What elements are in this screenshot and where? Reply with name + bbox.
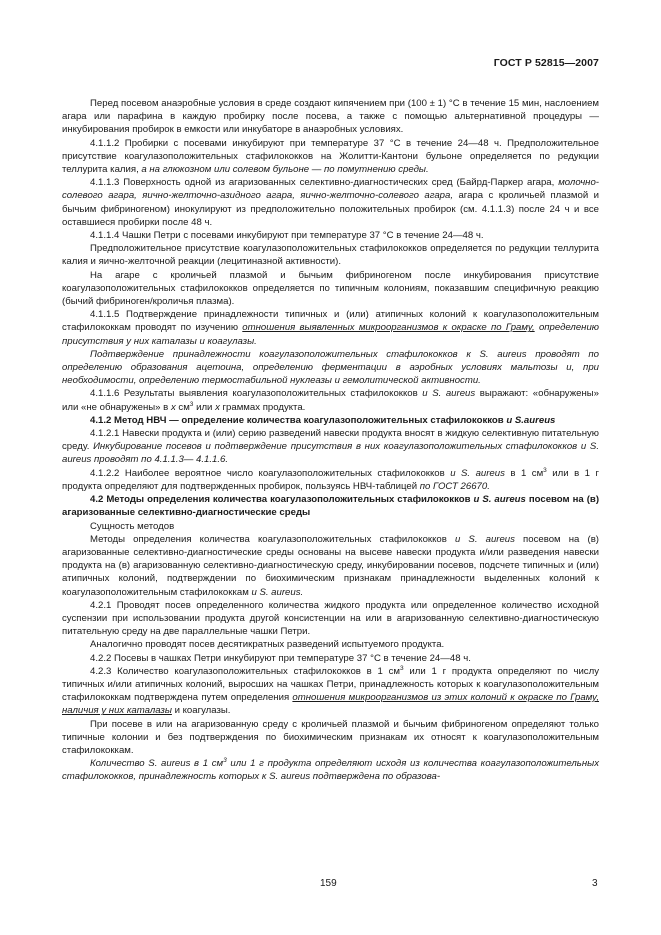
text-segment: и S. aureus xyxy=(450,467,505,479)
text-segment: На агаре с кроличьей плазмой и бычьим фибриногеном после инкубирования присутствие коагулазоположительных стафилококков определяется по типичным колониям, показавшим специфичную реакцию (бычий фибриноген/кроличья плазма). xyxy=(62,269,599,308)
standard-number: ГОСТ Р 52815—2007 xyxy=(493,57,599,69)
text-segment: или в 1 г продукта определяют для подтвержденных пробирок, пользуясь НВЧ-таблицей xyxy=(62,467,599,492)
text-segment: 4.2 Методы определения количества коагулазоположительных стафилококков xyxy=(90,494,474,506)
paragraph xyxy=(62,229,599,242)
text-segment: Сущность методов xyxy=(90,520,175,532)
paragraph xyxy=(62,308,599,348)
paragraph xyxy=(62,718,599,758)
text-segment: Предположительное присутствие коагулазоположительных стафилококков определяется по редукции теллурита калия и яично-желточной реакции (лецитиназной активности). xyxy=(62,243,599,268)
text-segment: молочно-солевого агара, яично-желточно-азидного агара, яично-желточно-солевого агара, xyxy=(62,177,599,202)
text-segment: отношения выявленных микроорганизмов к окраске по Граму, xyxy=(242,322,535,334)
sheet-number: 3 xyxy=(592,878,598,889)
text-segment: 4.1.2.1 Навески продукта и (или) серию разведений навески продукта вносят в жидкую селективную питательную среду. xyxy=(62,428,599,453)
text-segment: граммах продукта. xyxy=(219,401,306,413)
paragraph xyxy=(62,757,599,783)
text-segment: в 1 см xyxy=(504,467,544,479)
text-segment: отношения микроорганизмов из этих колоний к окраске по Граму, наличия у них каталазы xyxy=(62,692,600,717)
text-segment: посевом на (в) агаризованные селективно-диагностические среды основаны на высеве навески продукта и/или разведения навески продукта на (в) агаризованную селективно-диагностическую среду, инкубировании посевов, подсчете типичных и (или) атипичных колоний, подтверждении по биохимическим признакам принадлежности выделенных колоний к коагулазоположительным стафилококкам xyxy=(62,533,599,598)
text-segment: 3 xyxy=(223,757,227,765)
paragraph xyxy=(62,269,599,309)
text-segment: Количество S. aureus в 1 см xyxy=(90,758,224,770)
text-segment: 4.2.1 Проводят посев определенного количества жидкого продукта или определенное количество исходной суспензии при использовании продукта другой консистенции на или в агаризованную селективно-диагностическую питательную среду на две параллельные чашки Петри. xyxy=(62,599,599,638)
text-segment: и S. aureus. xyxy=(251,586,304,598)
text-segment: по ГОСТ 26670. xyxy=(419,480,490,492)
text-segment: посевом на (в) агаризованные селективно-диагностические среды xyxy=(62,494,600,519)
text-segment: Аналогично проводят посев десятикратных разведений испытуемого продукта. xyxy=(90,639,445,651)
text-segment: и S. aureus xyxy=(473,494,526,506)
paragraph xyxy=(62,348,599,388)
text-segment: 4.1.1.2 Пробирки с посевами инкубируют при температуре 37 °С в течение 24—48 ч. Предположительное присутствие коагулазоположительных стафилококков на Жолитти-Кантони бульоне определяется по редукции теллурита калия, xyxy=(62,137,599,176)
paragraph xyxy=(62,387,599,413)
text-segment: 4.1.1.6 Результаты выявления коагулазоположительных стафилококков xyxy=(90,388,423,400)
text-segment: 4.1.1.4 Чашки Петри с посевами инкубируют при температуре 37 °С в течение 24—48 ч. xyxy=(90,230,484,242)
text-segment: и коагулазы. xyxy=(171,705,231,717)
text-segment: 3 xyxy=(400,664,404,672)
paragraph xyxy=(62,520,599,533)
text-segment: агара с кроличьей плазмой и бычьим фибриногеном) инокулируют из предположительно положительных пробирок (см. 4.1.1.3) после 24 ч и все оставшиеся пробирки после 48 ч. xyxy=(62,190,599,228)
text-segment: При посеве в или на агаризованную среду с кроличьей плазмой и бычьим фибриногеном определяют только типичные колонии и без подтверждения по биохимическим признакам их относят к коагулазоположительным стафилококкам. xyxy=(62,718,599,756)
text-segment: x xyxy=(170,401,176,413)
paragraph xyxy=(62,176,599,229)
text-segment: и S. aureus xyxy=(422,388,476,400)
paragraph xyxy=(62,665,599,718)
text-segment: и S. aureus xyxy=(454,533,515,545)
page-number: 159 xyxy=(320,878,337,889)
text-segment: 4.1.2.2 Наиболее вероятное число коагулазоположительных стафилококков xyxy=(90,467,451,479)
text-segment: Методы определения количества коагулазоположительных стафилококков xyxy=(90,533,455,545)
section-heading xyxy=(62,414,599,427)
paragraph xyxy=(62,599,599,639)
paragraph xyxy=(62,137,599,177)
paragraph xyxy=(62,652,599,665)
text-segment: 4.1.1.3 Поверхность одной из агаризованных селективно-диагностических сред (Байрд-Паркер агара, xyxy=(90,177,559,189)
paragraph xyxy=(62,97,599,137)
text-segment: x xyxy=(215,401,220,413)
paragraph xyxy=(62,533,599,599)
text-segment: 3 xyxy=(543,466,547,474)
text-segment: см xyxy=(175,401,190,413)
text-segment: Перед посевом анаэробные условия в среде создают кипячением при (100 ± 1) °С в течение 15 мин, наслоением агара или парафина в каждую пробирку после посева, а также с помощью альтернативной процедуры — инкубирования пробирок в емкости или инкубаторе в анаэробных условиях. xyxy=(62,98,599,136)
paragraph xyxy=(62,427,599,467)
text-segment: выражают: «обнаружены» или «не обнаружены» в xyxy=(62,388,599,413)
text-segment: или xyxy=(193,401,216,413)
section-heading xyxy=(62,493,599,519)
paragraph xyxy=(62,638,599,651)
text-segment: 3 xyxy=(189,400,194,408)
text-segment: 4.2.3 Количество коагулазоположительных стафилококков в 1 см xyxy=(90,665,401,677)
text-segment: определению присутствия у них каталазы и коагулазы. xyxy=(62,322,600,347)
text-segment: а на глюкозном или солевом бульоне — по помутнению среды. xyxy=(141,164,429,176)
text-segment: или 1 г продукта определяют исходя из количества коагулазоположительных стафилококков, принадлежность которых к S. aureus подтверждена по образова- xyxy=(62,758,599,783)
text-segment: Инкубирование посевов и подтверждение присутствия в них коагулазоположительных стафилококков и S. aureus проводят по 4.1.1.3— 4.1.1.6. xyxy=(62,441,599,466)
text-segment: или 1 г продукта определяют по числу типичных и/или атипичных колоний, выросших на чашках Петри, принадлежность которых к коагулазоположительным стафилококкам подтверждена путем определения xyxy=(62,665,599,704)
paragraph xyxy=(62,242,599,268)
text-segment: 4.1.1.5 Подтверждение принадлежности типичных и (или) атипичных колоний к коагулазоположительным стафилококкам проводят по изучению xyxy=(62,309,599,334)
paragraph xyxy=(62,467,599,493)
text-segment: Подтверждение принадлежности коагулазоположительных стафилококков к S. aureus проводят по определению образования ацетоина, определению ферментации в аэробных условиях мальтозы и, при необходимости, определению термостабильной нуклеазы и гемолитической активности. xyxy=(62,348,599,387)
document-body xyxy=(62,97,599,784)
text-segment: 4.1.2 Метод НВЧ — определение количества коагулазоположительных стафилококков xyxy=(90,414,507,426)
text-segment: и S.aureus xyxy=(506,414,556,426)
text-segment: 4.2.2 Посевы в чашках Петри инкубируют при температуре 37 °С в течение 24—48 ч. xyxy=(90,652,471,664)
